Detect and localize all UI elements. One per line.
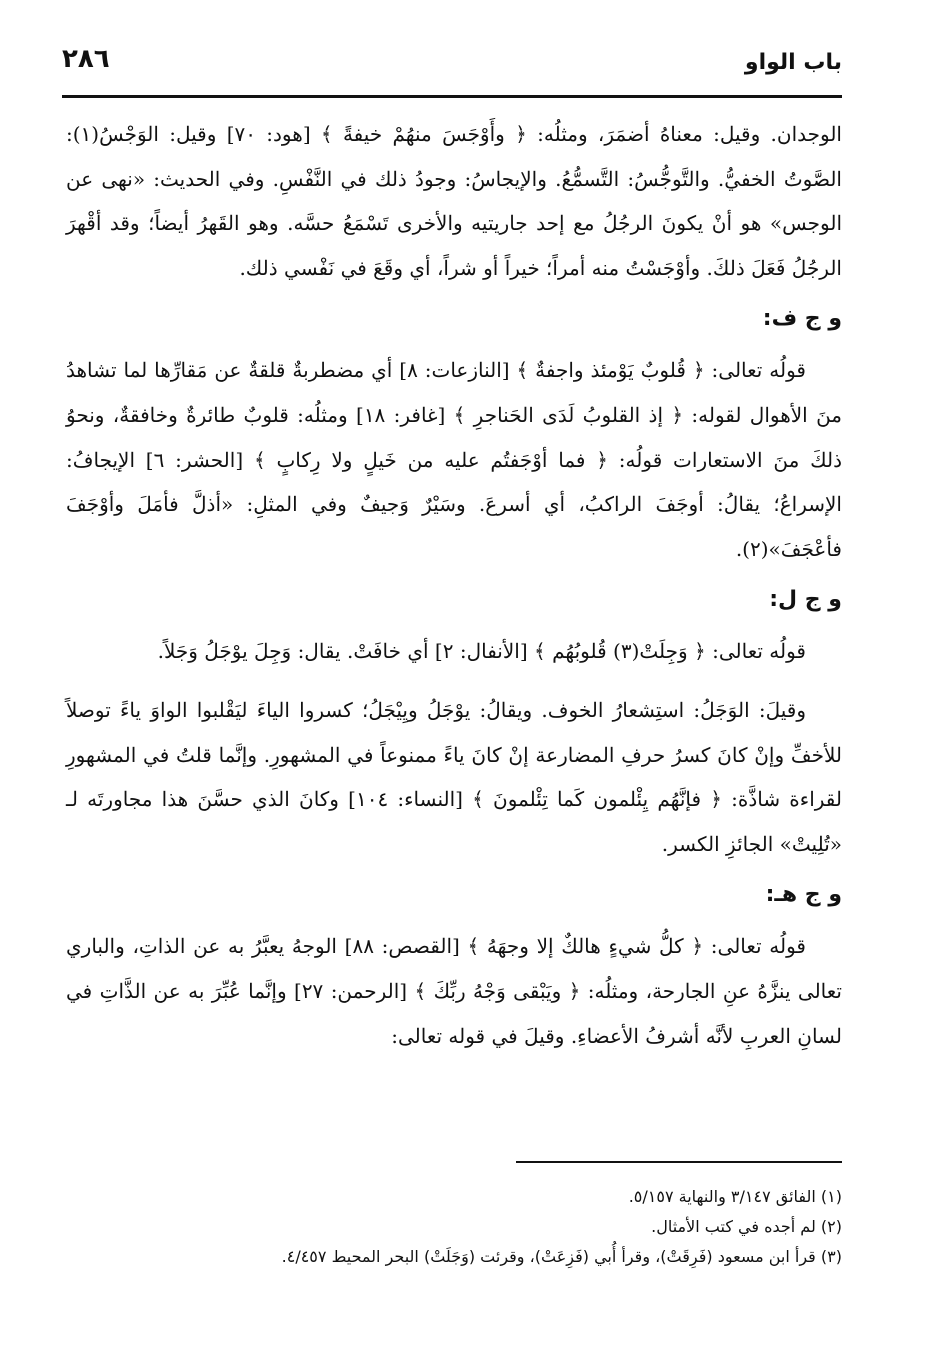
page-number: ٢٨٦ <box>62 44 110 74</box>
paragraph-wajil: قولُه تعالى: ﴿ وَجِلَتْ(٣) قُلوبُهُم ﴾ [الأنفال: ٢] أي خافَتْ. يقال: وَجِلَ يوْجَلُ وَجَلاً. <box>157 639 806 664</box>
entry-heading-wjh: و ج هـ: <box>765 882 842 908</box>
footnote-1: (١) الفائق ٣/١٤٧ والنهاية ٥/١٥٧. <box>628 1187 842 1206</box>
entry-heading-wjl: و ج ل: <box>769 587 842 613</box>
page-header <box>62 40 842 84</box>
paragraph-wajh: قولُه تعالى: ﴿ كلُّ شيءٍ هالكٌ إلا وجهَهُ ﴾ [القصص: ٨٨] الوجهُ يعبَّرُ به عن الذاتِ، والباري تعالى ينزَّهُ عنِ الجارحة، ومثلُه: ﴿ ويَبْقى وَجْهُ ربِّكَ ﴾ [الرحمن: ٢٧] وإنَّما عُبِّرَ به عن الذَّاتِ في لسانِ العربِ لأنَّه أشرفُ الأعضاءِ. وقيلَ في قوله تعالى: <box>66 934 842 1048</box>
footnote-divider <box>516 1161 842 1163</box>
entry-heading-wjf: و ج ف: <box>762 306 842 332</box>
header-divider <box>62 95 842 98</box>
paragraph-wajal-note: وقيلَ: الوَجَلُ: استِشعارُ الخوف. ويقالُ: يوْجَلُ ويِيْجَلُ؛ كسروا الياءَ ليَقْلبوا الواوَ ياءً توصلاً للأخفِّ وإنْ كانَ كسرُ حرفِ المضارعة إنْ كانَ ياءً ممنوعاً في المشهورِ. وإنَّما قلتُ في المشهورِ لقراءة شاذَّة: ﴿ فإنَّهُم يِئْلمون كَما تِئْلمونَ ﴾ [النساء: ١٠٤] وكانَ الذي حسَّنَ هذا مجاورتَه لـ «تُلِيتْ» الجائزِ الكسر. <box>66 697 842 856</box>
paragraph-wajas: الوجدان. وقيل: معناهُ أضمَرَ، ومثلُه: ﴿ وأَوْجَسَ منهُمْ خيفةً ﴾ [هود: ٧٠] وقيل: الوَجْسُ(١): الصَّوتُ الخفيُّ. والتَّوجُّسُ: التَّسمُّعُ. والإيجاسُ: وجودُ ذلك في النَّفْسِ. وفي الحديث: «نهى عن الوجس» هو أنْ يكونَ الرجُلُ مع إحد جاريتيه والأخرى تَسْمَعُ حسَّه. وهو القَهرُ أيضاً؛ وقد أقْهرَ الرجُلُ فَعَلَ ذلكَ. وأوْجَسْتُ منه أمراً؛ خيراً أو شراً، أي وقَعَ في نَفْسي ذلك. <box>66 122 842 280</box>
footnote-2: (٢) لم أجده في كتب الأمثال. <box>651 1217 842 1236</box>
main-text <box>66 112 842 1058</box>
footnotes <box>142 1182 842 1272</box>
footnote-3: (٣) قرأ ابن مسعود (فَرِقَتْ)، وقرأ أُبي (فَزِعَتْ)، وقرئت (وَجَلَتْ) البحر المحيط ٤/٤٥٧. <box>281 1247 842 1266</box>
chapter-title: باب الواو <box>744 50 842 75</box>
paragraph-wajaf: قولُه تعالى: ﴿ قُلوبٌ يَوْمئذ واجفةٌ ﴾ [النازعات: ٨] أي مضطربةٌ قلقةٌ عن مَقارِّها لما تشاهدُ منَ الأهوال لقوله: ﴿ إذ القلوبُ لَدَى الحَناجرِ ﴾ [غافر: ١٨] ومثلُه: قلوبٌ طائرةٌ وخافقةٌ، ونحوُ ذلكَ منَ الاستعارات قولُه: ﴿ فما أوْجَفتُم عليه من خَيلٍ ولا رِكابٍ ﴾ [الحشر: ٦] الإيجافُ: الإسراعُ؛ يقالُ: أوجَفَ الراكبُ، أي أسرعَ. وسَيْرٌ وَجيفٌ وفي المثلِ: «أذلَّ فأمَلَ وأوْجَفَ فأعْجَفَ»(٢). <box>66 358 843 561</box>
